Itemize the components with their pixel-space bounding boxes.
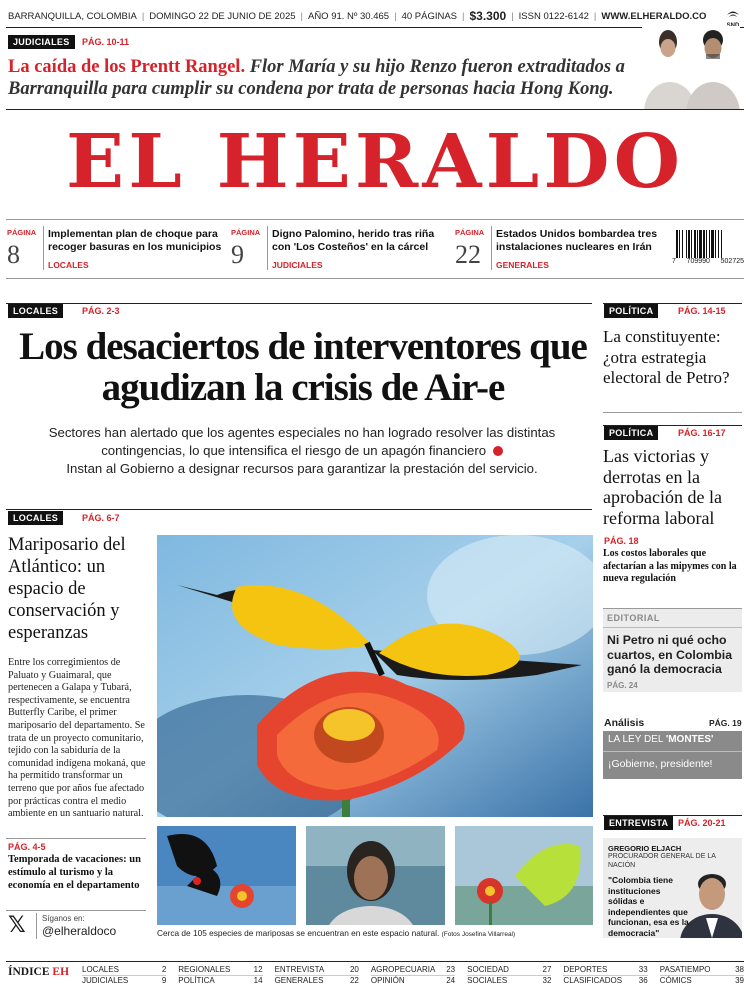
analisis-column-prefix: LA LEY DEL	[608, 734, 666, 745]
lead-section: LOCALES	[8, 304, 63, 318]
masthead-title[interactable]: EL HERALDO	[65, 119, 685, 205]
index-item[interactable]	[371, 965, 455, 976]
index-item-name: CLASIFICADOS	[563, 976, 623, 985]
lead-summary	[12, 424, 592, 478]
barcode-digits-mid: 709990	[686, 258, 710, 265]
index-item-page: 12	[253, 965, 263, 974]
index-label	[8, 966, 69, 978]
barcode-bars	[676, 230, 742, 258]
index-label-black: ÍNDICE	[8, 966, 50, 978]
index-item-page: 23	[446, 965, 456, 974]
top-bar: BARRANQUILLA, COLOMBIA | DOMINGO 22 DE JUNIO DE 2025 | AÑO 91. Nº 30.465 | 40 PÁGINAS | $3.300 | ISSN 0122-6142 | WWW.ELHERALDO.CO	[8, 9, 707, 23]
editorial-label: EDITORIAL	[607, 613, 660, 623]
index-item[interactable]	[467, 965, 551, 976]
index-item-name: POLÍTICA	[178, 976, 215, 985]
index-item[interactable]	[660, 965, 744, 976]
index-item-page: 20	[349, 965, 359, 974]
teaser-text: Implementan plan de choque para recoger basuras en los municipios	[48, 228, 222, 253]
entrevista-section: ENTREVISTA	[604, 816, 673, 830]
social-handle[interactable]: @elheraldoco	[42, 924, 117, 938]
analisis-label: Análisis	[604, 717, 645, 729]
price: $3.300	[469, 9, 507, 23]
social-label: Síganos en:	[42, 914, 85, 923]
lead-headline[interactable]: Los desaciertos de interventores que agudizan la crisis de Air-e	[19, 325, 587, 409]
teaser-2[interactable]	[231, 226, 445, 272]
top-story-section: JUDICIALES	[8, 35, 75, 49]
barcode-digits	[672, 258, 744, 265]
index-item-page: 2	[161, 965, 167, 974]
red-dot-icon	[493, 446, 503, 456]
index-item-name: REGIONALES	[178, 965, 231, 974]
index-item-name: ENTREVISTA	[274, 965, 325, 974]
lead-summary-2: Instan al Gobierno a designar recursos para garantizar la prestación del servicio.	[66, 461, 538, 476]
top-story-photo	[642, 26, 740, 109]
issn: ISSN 0122-6142	[518, 10, 589, 22]
index-item-page: 22	[349, 976, 359, 985]
politica1-headline[interactable]: La constituyente: ¿otra estrategia electoral de Petro?	[603, 327, 730, 387]
city: BARRANQUILLA, COLOMBIA	[8, 10, 137, 22]
issue-number: AÑO 91. Nº 30.465	[307, 10, 390, 22]
costos-page: PÁG. 18	[604, 536, 639, 546]
index-item-name: SOCIEDAD	[467, 965, 509, 974]
teaser-page-num: 22	[455, 240, 481, 269]
index-item[interactable]	[82, 976, 166, 987]
politica1-section: POLÍTICA	[604, 304, 658, 318]
feature-photo-credit: (Fotos Josefina Villarreal)	[441, 931, 516, 938]
teaser-page-label: PÁGINA	[231, 228, 261, 237]
teaser-section: JUDICIALES	[272, 260, 323, 270]
teaser-section: LOCALES	[48, 260, 89, 270]
top-story-headline-red: La caída de los Prentt Rangel.	[8, 57, 246, 77]
index-item-name: AGROPECUARIA	[370, 965, 436, 974]
index-item-name: DEPORTES	[563, 965, 608, 974]
teaser-text: Estados Unidos bombardea tres instalaciones nucleares en Irán	[496, 228, 658, 253]
index-item[interactable]	[563, 965, 647, 976]
teaser-page-label: PÁGINA	[7, 228, 37, 237]
barcode-digits-right: 502725	[720, 258, 744, 265]
snd-logo-icon	[726, 8, 740, 18]
index-item-page: 9	[161, 976, 167, 985]
index-item-page: 14	[253, 976, 263, 985]
index-item[interactable]	[178, 976, 262, 987]
entrevista-quote: "Colombia tiene instituciones sólidas e independientes que funcionan, esa es la democracia"	[608, 875, 689, 938]
top-story-headline-rest: Flor María y su hijo Renzo fueron extraditados a Barranquilla para cumplir su condena por trata de personas hacia Hong Kong.	[8, 57, 625, 99]
politica2-headline[interactable]: Las victorias y derrotas en la aprobación de la reforma laboral	[603, 446, 722, 528]
entrevista-name: GREGORIO ELJACH	[608, 844, 682, 853]
social-follow[interactable]	[6, 913, 146, 939]
editorial-box[interactable]	[603, 608, 742, 692]
feature-headline[interactable]: Mariposario del Atlántico: un espacio de conservación y esperanzas	[8, 535, 126, 643]
index-item-page: 39	[735, 976, 744, 985]
teaser-text: Digno Palomino, herido tras riña con 'Los Costeños' en la cárcel	[272, 228, 435, 253]
editorial-text: Ni Petro ni qué ocho cuartos, en Colombia ganó la democracia	[607, 633, 733, 676]
index-item[interactable]	[275, 976, 359, 987]
feature-thumb-2	[306, 826, 445, 925]
entrevista-box[interactable]	[603, 838, 742, 938]
index-label-red: EH	[52, 966, 70, 978]
index-item[interactable]	[82, 965, 166, 976]
feature-body: Entre los corregimientos de Paluato y Guaimaral, que pertenecen a Galapa y Tubará, respectivamente, se encuentra Butterfly Caribe, el primer mariposario del departamento. Se trata de un proyecto comunitario, tejido con la sabiduría de la comunidad indígena mokaná, que ha permitido transformar un terreno que por años fue afectado por prácticas contra el medio ambiente en un santuario natural.	[8, 657, 146, 820]
index-item-name: GENERALES	[274, 976, 324, 985]
index-item[interactable]	[371, 976, 455, 987]
index-item-page: 33	[638, 965, 648, 974]
editorial-page: PÁG. 24	[607, 681, 638, 690]
costos-text[interactable]: Los costos laborales que afectarían a las mipymes con la nueva regulación	[603, 548, 737, 584]
top-story-headline[interactable]	[8, 56, 638, 100]
analisis-column	[608, 734, 713, 745]
teaser-3[interactable]	[455, 226, 669, 272]
index-item[interactable]	[467, 976, 551, 987]
index-item-page: 38	[735, 965, 744, 974]
index-item[interactable]	[275, 965, 359, 976]
teaser-section: GENERALES	[496, 260, 549, 270]
politica1-page: PÁG. 14-15	[678, 306, 726, 316]
feature-thumb-3	[455, 826, 593, 925]
index-item-page: 36	[638, 976, 648, 985]
index-item-page: 24	[446, 976, 456, 985]
snd-badge	[722, 5, 744, 23]
index-table	[82, 965, 744, 989]
index-item-name: LOCALES	[82, 965, 119, 974]
politica2-page: PÁG. 16-17	[678, 428, 726, 438]
analisis-title: ¡Gobierne, presidente!	[608, 758, 713, 770]
analisis-box[interactable]	[603, 731, 742, 779]
index-item[interactable]	[660, 976, 744, 987]
index-item-name: PASATIEMPO	[659, 965, 711, 974]
index-item[interactable]	[178, 965, 262, 976]
index-item-name: CÓMICS	[659, 976, 692, 985]
index-item-page: 32	[542, 976, 552, 985]
feature-caption-text: Cerca de 105 especies de mariposas se encuentran en este espacio natural.	[157, 928, 440, 938]
index-item-name: JUDICIALES	[82, 976, 129, 985]
date: DOMINGO 22 DE JUNIO DE 2025	[149, 10, 296, 22]
x-logo-icon: 𝕏	[8, 913, 26, 938]
analisis-page: PÁG. 19	[709, 718, 742, 728]
feature-caption	[157, 928, 593, 938]
vacation-page: PÁG. 4-5	[8, 842, 46, 852]
index-item-page: 27	[542, 965, 552, 974]
lead-page: PÁG. 2-3	[82, 306, 120, 316]
analisis-column-name: 'MONTES'	[665, 734, 714, 745]
feature-section: LOCALES	[8, 511, 63, 525]
index-grid	[82, 965, 744, 987]
feature-thumb-1	[157, 826, 296, 925]
index-item-name: SOCIALES	[467, 976, 508, 985]
masthead	[0, 113, 750, 213]
barcode-digits-left: 7	[672, 258, 676, 265]
website[interactable]: WWW.ELHERALDO.CO	[601, 10, 707, 22]
lead-summary-1: Sectores han alertado que los agentes especiales no han logrado resolver las distintas contingencias, lo que intensifica el riesgo de un apagón financiero	[48, 425, 556, 458]
teaser-1[interactable]	[7, 226, 221, 272]
barcode-bar	[722, 230, 723, 258]
teaser-page-num: 8	[7, 240, 20, 269]
index-item[interactable]	[563, 976, 647, 987]
feature-page: PÁG. 6-7	[82, 513, 120, 523]
barcode	[672, 230, 744, 268]
feature-main-photo	[157, 535, 593, 817]
index-item-name: OPINIÓN	[370, 976, 405, 985]
page-count: 40 PÁGINAS	[401, 10, 458, 22]
top-story-page: PÁG. 10-11	[82, 37, 130, 47]
vacation-text[interactable]: Temporada de vacaciones: un estímulo al turismo y la economía en el departamento	[8, 854, 141, 891]
entrevista-page: PÁG. 20-21	[678, 818, 726, 828]
teaser-page-label: PÁGINA	[455, 228, 485, 237]
politica2-section: POLÍTICA	[604, 426, 658, 440]
entrevista-role: PROCURADOR GENERAL DE LA NACIÓN	[608, 853, 716, 869]
teaser-page-num: 9	[231, 240, 244, 269]
